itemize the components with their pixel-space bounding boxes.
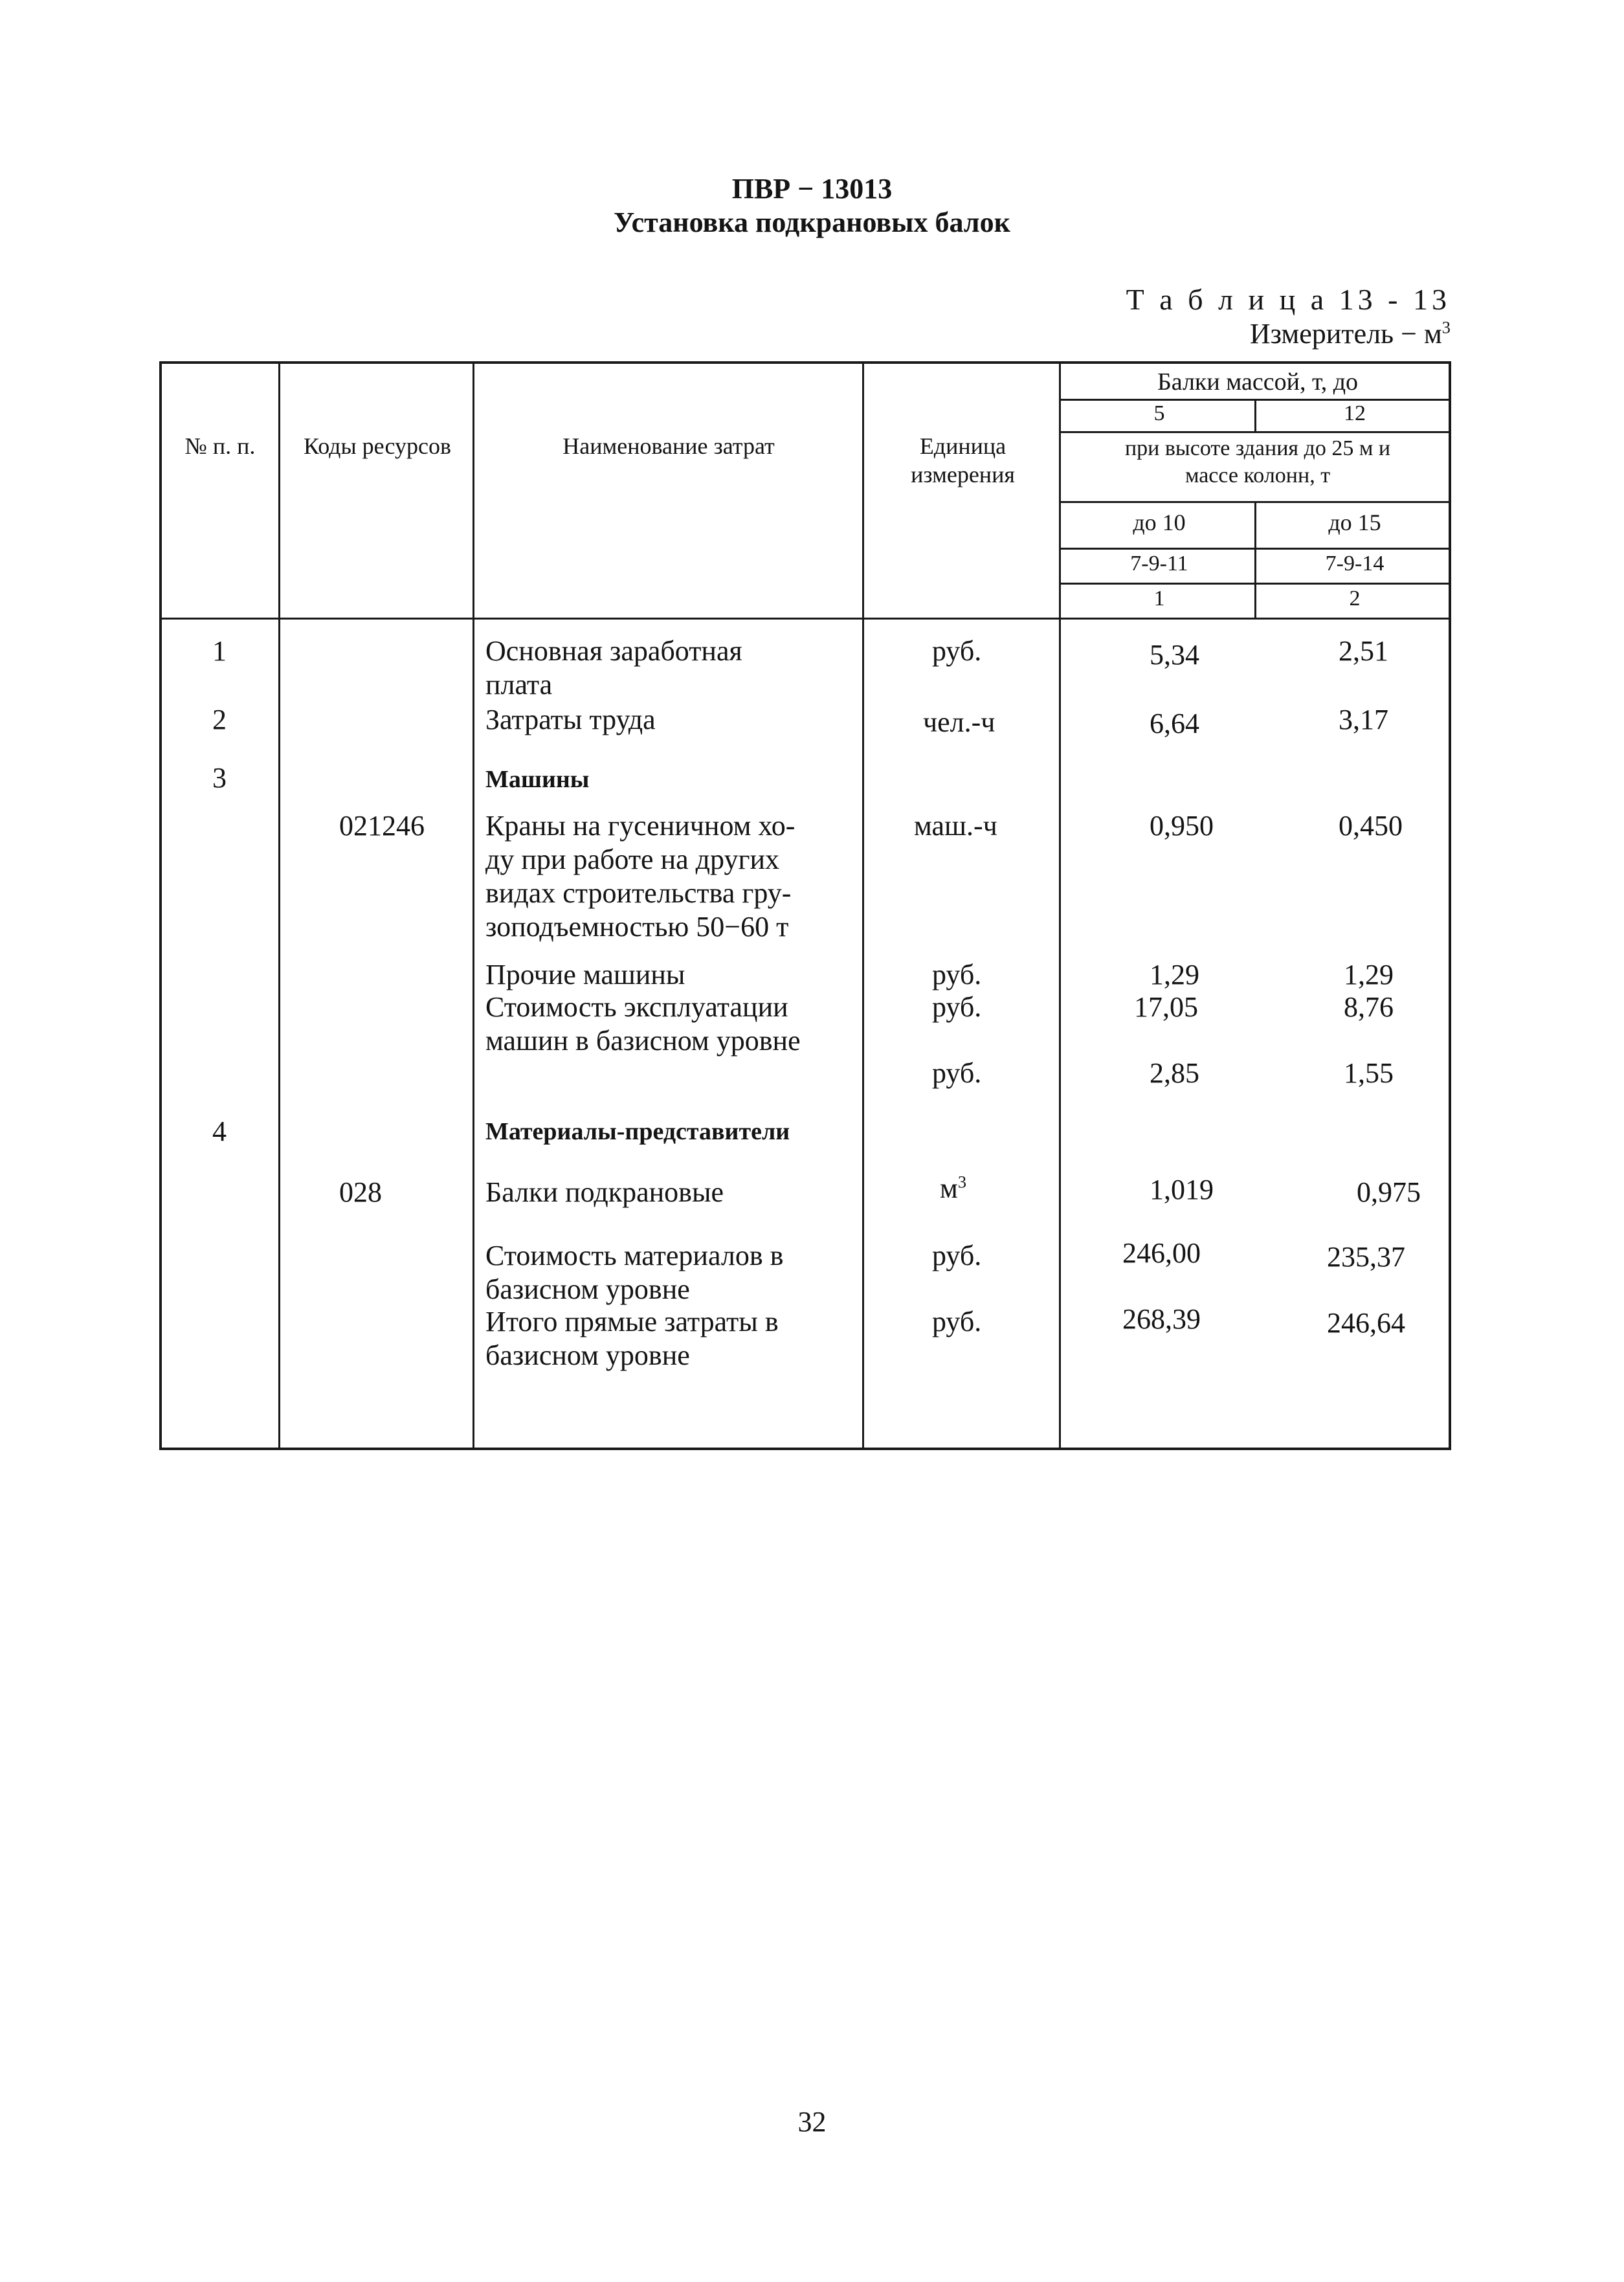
row7-value1: 2,85 xyxy=(1150,1057,1199,1089)
row7-value2: 1,55 xyxy=(1344,1057,1394,1089)
row9-value1: 1,019 xyxy=(1150,1174,1214,1205)
row9-code: 028 xyxy=(339,1176,382,1208)
row9-value2: 0,975 xyxy=(1357,1176,1421,1208)
materials-heading: Материалы-представители xyxy=(485,1118,790,1145)
document-title: Установка подкрановых балок xyxy=(614,207,1010,238)
document-code: ПВР − 13013 xyxy=(731,173,893,205)
row-divider xyxy=(1059,431,1451,433)
header-code: Коды ресурсов xyxy=(303,433,452,459)
header-code-2: 7-9-14 xyxy=(1325,552,1385,576)
header-number: № п. п. xyxy=(184,433,256,459)
header-unit-line1: Единица xyxy=(919,433,1007,459)
header-code-1: 7-9-11 xyxy=(1130,552,1188,576)
row2-name: Затраты труда xyxy=(485,704,656,735)
row-divider xyxy=(1059,583,1451,585)
col-divider xyxy=(1059,364,1061,1450)
row2-value2: 3,17 xyxy=(1339,704,1388,735)
header-colmass-1: до 10 xyxy=(1133,509,1186,535)
row-divider xyxy=(1059,548,1451,550)
row10-name-line1: Стоимость материалов в xyxy=(485,1240,784,1271)
row7-unit: руб. xyxy=(932,1057,982,1089)
header-condition-line1: при высоте здания до 25 м и xyxy=(1124,436,1391,460)
row1-value2: 2,51 xyxy=(1339,635,1388,667)
header-unit-line2: измерения xyxy=(911,462,1015,487)
header-index-2: 2 xyxy=(1349,587,1361,610)
header-colmass-2: до 15 xyxy=(1328,509,1381,535)
header-name: Наименование затрат xyxy=(562,433,775,459)
row5-unit: руб. xyxy=(932,959,982,990)
table-label: Т а б л и ц а 13 - 13 xyxy=(1126,283,1451,316)
page-number: 32 xyxy=(797,2106,827,2138)
row6-value2: 8,76 xyxy=(1344,991,1394,1023)
row4-name-line2: ду при работе на других xyxy=(485,844,780,875)
row1-name-line2: плата xyxy=(485,669,553,700)
row10-value1: 246,00 xyxy=(1122,1237,1201,1269)
row4-value2: 0,450 xyxy=(1339,810,1403,842)
row6-unit: руб. xyxy=(932,991,982,1023)
row4-name-line4: зоподъемностью 50−60 т xyxy=(485,911,789,943)
row-divider xyxy=(1059,501,1451,503)
row5-name: Прочие машины xyxy=(485,959,685,990)
row11-value1: 268,39 xyxy=(1122,1303,1201,1335)
row10-value2: 235,37 xyxy=(1327,1241,1405,1273)
row4-value1: 0,950 xyxy=(1150,810,1214,842)
header-condition-line2: массе колонн, т xyxy=(1185,464,1331,487)
row2-unit: чел.-ч xyxy=(923,706,996,738)
row2-value1: 6,64 xyxy=(1150,708,1199,739)
measure-label: Измеритель − $м^3$ xyxy=(1249,317,1451,350)
col-divider xyxy=(473,364,474,1450)
row10-name-line2: базисном уровне xyxy=(485,1273,690,1305)
row6-name-line1: Стоимость эксплуатации xyxy=(485,991,788,1023)
col-divider xyxy=(862,364,864,1450)
row1-unit: руб. xyxy=(932,635,982,667)
row5-value1: 1,29 xyxy=(1150,959,1199,990)
row9-unit: $м^3$ xyxy=(940,1172,967,1204)
row-divider xyxy=(1059,399,1451,401)
header-mass-5: 5 xyxy=(1153,401,1165,425)
row4-code: 021246 xyxy=(339,810,425,842)
header-divider xyxy=(162,618,1451,620)
row4-name-line1: Краны на гусеничном хо- xyxy=(485,810,795,842)
row8-number: 4 xyxy=(212,1115,227,1147)
row9-name: Балки подкрановые xyxy=(485,1176,724,1208)
row4-unit: маш.-ч xyxy=(914,810,997,842)
row11-name-line2: базисном уровне xyxy=(485,1339,690,1371)
row6-name-line2: машин в базисном уровне xyxy=(485,1025,801,1057)
machines-heading: Машины xyxy=(485,766,590,793)
row11-value2: 246,64 xyxy=(1327,1307,1405,1339)
row3-number: 3 xyxy=(212,762,227,794)
header-mass-12: 12 xyxy=(1344,401,1366,425)
row11-unit: руб. xyxy=(932,1306,982,1337)
header-mass-group: Балки массой, т, до xyxy=(1157,368,1359,396)
row11-name-line1: Итого прямые затраты в xyxy=(485,1306,779,1337)
row1-value1: 5,34 xyxy=(1150,639,1199,671)
col-divider xyxy=(278,364,280,1450)
row4-name-line3: видах строительства гру- xyxy=(485,877,792,909)
row1-number: 1 xyxy=(212,635,227,667)
row1-name-line1: Основная заработная xyxy=(485,635,742,667)
row5-value2: 1,29 xyxy=(1344,959,1394,990)
row2-number: 2 xyxy=(212,704,227,735)
header-index-1: 1 xyxy=(1153,587,1165,610)
row6-value1: 17,05 xyxy=(1134,991,1198,1023)
row10-unit: руб. xyxy=(932,1240,982,1271)
